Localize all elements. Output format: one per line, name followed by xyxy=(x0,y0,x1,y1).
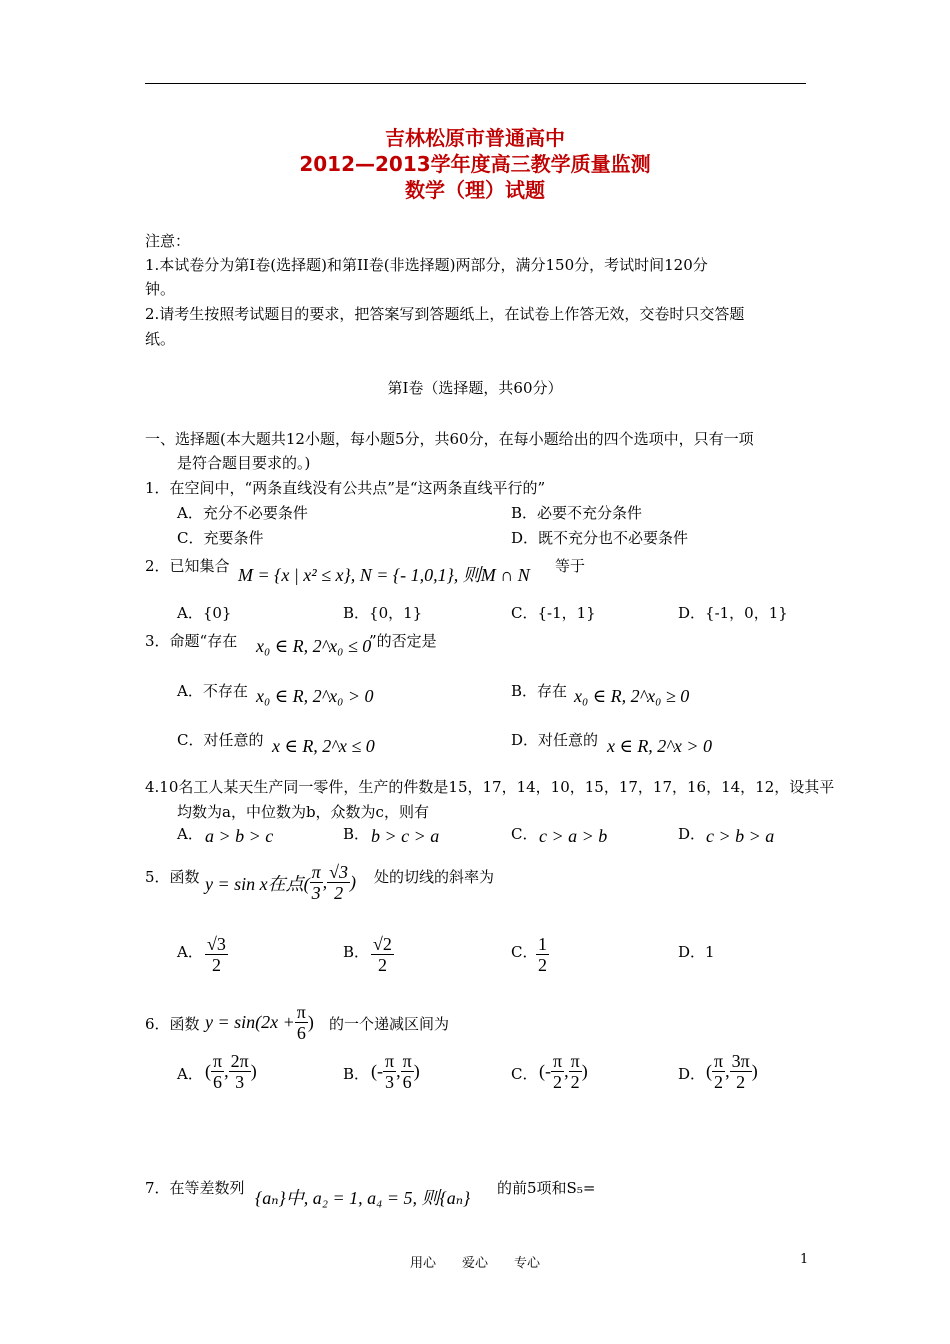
q7-stem: 7．在等差数列 xyxy=(145,1179,245,1197)
q2-option-a: A．{0} xyxy=(177,604,232,622)
q5-tail: 处的切线的斜率为 xyxy=(374,868,495,886)
section-heading: 一、选择题(本大题共12小题，每小题5分，共60分，在每小题给出的四个选项中，只有一项 xyxy=(145,430,754,448)
q3-option-d-label: D．对任意的 xyxy=(511,731,599,749)
q2-option-b: B．{0，1} xyxy=(343,604,423,622)
title-subject: 数学（理）试题 xyxy=(405,178,545,202)
q6-option-c-value: (- $\frac{\pi}{2}$ , $\frac{\pi}{2}$ ) xyxy=(539,1051,588,1092)
notice-line-1-cont: 钟。 xyxy=(145,280,176,298)
q3-option-c-label: C．对任意的 xyxy=(177,731,264,749)
q6-option-c-label: C． xyxy=(511,1065,538,1083)
notice-line-2-cont: 纸。 xyxy=(145,330,176,348)
q2-math: M = {x | x² ≤ x}, N = {- 1,0,1}, 则M ∩ N xyxy=(238,565,530,585)
q4-option-d-label: D． xyxy=(678,825,706,843)
q1-option-a: A．充分不必要条件 xyxy=(177,504,308,522)
q4-option-b-label: B． xyxy=(343,825,370,843)
q3-option-c-math: x ∈ R, 2^x ≤ 0 xyxy=(272,736,375,756)
q3-option-b-label: B．存在 xyxy=(511,682,568,700)
q3-option-a-label: A．不存在 xyxy=(177,682,248,700)
q6-math-frac: $\frac{\pi}{6}$ xyxy=(296,1002,306,1043)
q6-option-d-label: D． xyxy=(678,1065,706,1083)
header-rule xyxy=(145,83,806,84)
notice-line-2: 2.请考生按照考试题目的要求，把答案写到答题纸上，在试卷上作答无效，交卷时只交答题 xyxy=(145,305,745,323)
q5-point-x: $\frac{\pi}{3}$ xyxy=(311,862,321,903)
q5-math-prefix: y = sin x在点( xyxy=(205,873,310,894)
q6-option-b-label: B． xyxy=(343,1065,370,1083)
page-number: 1 xyxy=(800,1252,809,1267)
q2-option-d: D．{-1，0，1} xyxy=(678,604,788,622)
q3-option-a-math: x₀ ∈ R, 2^x₀ > 0 xyxy=(256,686,374,706)
q6-option-a-label: A． xyxy=(177,1065,203,1083)
q6-tail: 的一个递减区间为 xyxy=(329,1015,450,1033)
section-heading-cont: 是符合题目要求的。) xyxy=(177,454,311,472)
q5-stem: 5．函数 xyxy=(145,868,200,886)
q5-option-c-label: C． xyxy=(511,943,538,961)
q4-option-c-label: C． xyxy=(511,825,538,843)
q7-math: {aₙ}中, a₂ = 1, a₄ = 5, 则{aₙ} xyxy=(255,1188,471,1208)
q6-math-prefix: y = sin(2x + xyxy=(205,1012,295,1032)
q6-option-a-value: ( $\frac{\pi}{6}$ , $\frac{2\pi}{3}$ ) xyxy=(205,1051,257,1092)
q2-tail: 等于 xyxy=(555,557,586,575)
q4-stem-cont: 均数为a，中位数为b，众数为c，则有 xyxy=(177,803,429,821)
q5-option-d: D．1 xyxy=(678,943,715,961)
title-exam: 2012—2013学年度高三教学质量监测 xyxy=(299,152,651,176)
q4-stem: 4.10名工人某天生产同一零件，生产的件数是15，17，14，10，15，17，17，16，14，12，设其平 xyxy=(145,778,835,796)
footer-motto: 用心 爱心 专心 xyxy=(409,1256,540,1271)
q4-option-c-math: c > a > b xyxy=(539,826,608,846)
q6-math: y = sin(2x + $\frac{\pi}{6}$ ) xyxy=(205,1002,314,1043)
q1-stem: 1．在空间中，“两条直线没有公共点”是“这两条直线平行的” xyxy=(145,479,546,497)
part1-title: 第I卷（选择题，共60分） xyxy=(387,379,563,397)
q5-option-a-label: A． xyxy=(177,943,203,961)
q1-option-d: D．既不充分也不必要条件 xyxy=(511,529,689,547)
notice-line-1: 1.本试卷分为第I卷(选择题)和第II卷(非选择题)两部分，满分150分，考试时间120分 xyxy=(145,256,708,274)
q7-tail: 的前5项和S₅= xyxy=(497,1179,596,1197)
q2-option-c: C．{-1，1} xyxy=(511,604,596,622)
q5-point-y: $\frac{√3}{2}$ xyxy=(329,862,349,903)
q3-option-b-math: x₀ ∈ R, 2^x₀ ≥ 0 xyxy=(574,686,690,706)
q4-option-a-math: a > b > c xyxy=(205,826,274,846)
title-school: 吉林松原市普通高中 xyxy=(385,126,565,150)
q4-option-d-math: c > b > a xyxy=(706,826,775,846)
q5-option-a-value: $\frac{√3}{2}$ xyxy=(207,934,226,975)
q1-option-c: C．充要条件 xyxy=(177,529,264,547)
q5-math: y = sin x在点( $\frac{\pi}{3}$ , $\frac{√3}{2}$ ) xyxy=(205,862,357,903)
q3-option-d-math: x ∈ R, 2^x > 0 xyxy=(607,736,713,756)
q4-option-b-math: b > c > a xyxy=(371,826,440,846)
q5-option-b-label: B． xyxy=(343,943,370,961)
q5-option-b-value: $\frac{√2}{2}$ xyxy=(373,934,392,975)
q4-option-a-label: A． xyxy=(177,825,203,843)
notice-heading: 注意： xyxy=(145,232,191,250)
q3-stem-tail: ”的否定是 xyxy=(369,632,437,650)
q3-stem-math: x₀ ∈ R, 2^x₀ ≤ 0 xyxy=(256,636,372,656)
q3-stem: 3．命题“存在 xyxy=(145,632,238,650)
q1-option-b: B．必要不充分条件 xyxy=(511,504,643,522)
q5-option-c-value: $\frac{1}{2}$ xyxy=(538,934,547,975)
q6-option-b-value: (- $\frac{\pi}{3}$ , $\frac{\pi}{6}$ ) xyxy=(371,1051,420,1092)
q2-stem: 2．已知集合 xyxy=(145,557,230,575)
q6-option-d-value: ( $\frac{\pi}{2}$ , $\frac{3\pi}{2}$ ) xyxy=(706,1051,758,1092)
q6-stem: 6．函数 xyxy=(145,1015,200,1033)
